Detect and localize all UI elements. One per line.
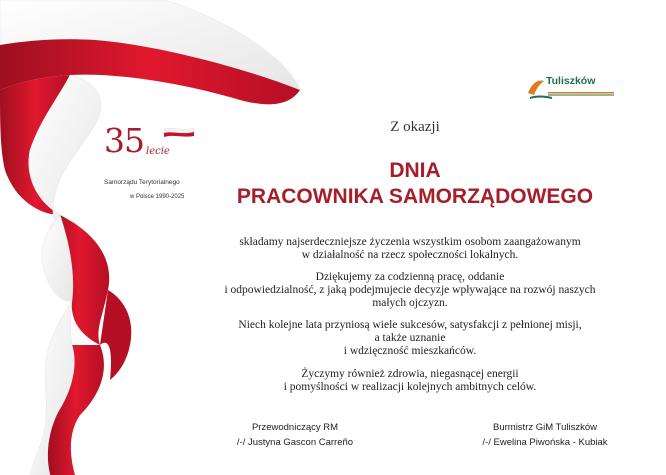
signature-right: [460, 420, 630, 450]
signature-role: Przewodniczący RM: [251, 422, 339, 433]
greeting-paragraph-4: [160, 368, 660, 394]
paragraph-line: i pomyślności w realizacji kolejnych ambitnych celów.: [283, 381, 537, 393]
signature-role: Burmistrz GiM Tuliszków: [493, 422, 597, 433]
paragraph-line: Niech kolejne lata przyniosą wiele sukcesów, satysfakcji z pełnionej misji,: [238, 319, 582, 331]
paragraph-line: małych ojczyzn.: [372, 297, 448, 309]
anniversary-subtitle-1: Samorządu Terytorialnego: [104, 179, 180, 186]
title-line-1: DNIA: [389, 159, 441, 182]
signature-left: [220, 420, 370, 450]
signature-name: /-/ Justyna Gascon Carreño: [236, 437, 354, 448]
paragraph-line: a także uznanie: [374, 332, 446, 344]
greeting-paragraph-1: [160, 236, 660, 262]
paragraph-line: Życzymy również zdrowia, niegasnącej energii: [301, 368, 519, 380]
greeting-paragraph-3: [160, 319, 660, 358]
anniversary-logo: [104, 121, 214, 200]
anniversary-number: 35: [104, 121, 144, 160]
title-line-2: PRACOWNIKA SAMORZĄDOWEGO: [236, 185, 594, 208]
paragraph-line: składamy najserdeczniejsze życzenia wszystkim osobom zaangażowanym: [239, 236, 581, 248]
paragraph-line: w działalność na rzecz społeczności lokalnych.: [301, 249, 519, 261]
anniversary-subtitle-2: w Polsce 1990-2025: [130, 194, 185, 200]
greeting-paragraph-2: [160, 271, 660, 310]
paragraph-line: i odpowiedzialność, z jaką podejmujecie decyzje wpływające na rozwój naszych: [224, 284, 596, 296]
brand-underline-icon: [548, 91, 618, 97]
paragraph-line: Dziękujemy za codzienną pracę, oddanie: [315, 271, 505, 283]
anniversary-lecie: lecie: [146, 146, 170, 157]
brand-name: Tuliszków: [546, 75, 596, 87]
paragraph-line: i wdzięczność mieszkańców.: [343, 345, 477, 357]
tuliszkow-logo: [524, 71, 624, 103]
occasion-text: Z okazji: [390, 119, 440, 135]
signature-name: /-/ Ewelina Piwońska - Kubiak: [482, 437, 608, 448]
page-title: [180, 158, 650, 210]
flag-icon: [163, 127, 195, 137]
